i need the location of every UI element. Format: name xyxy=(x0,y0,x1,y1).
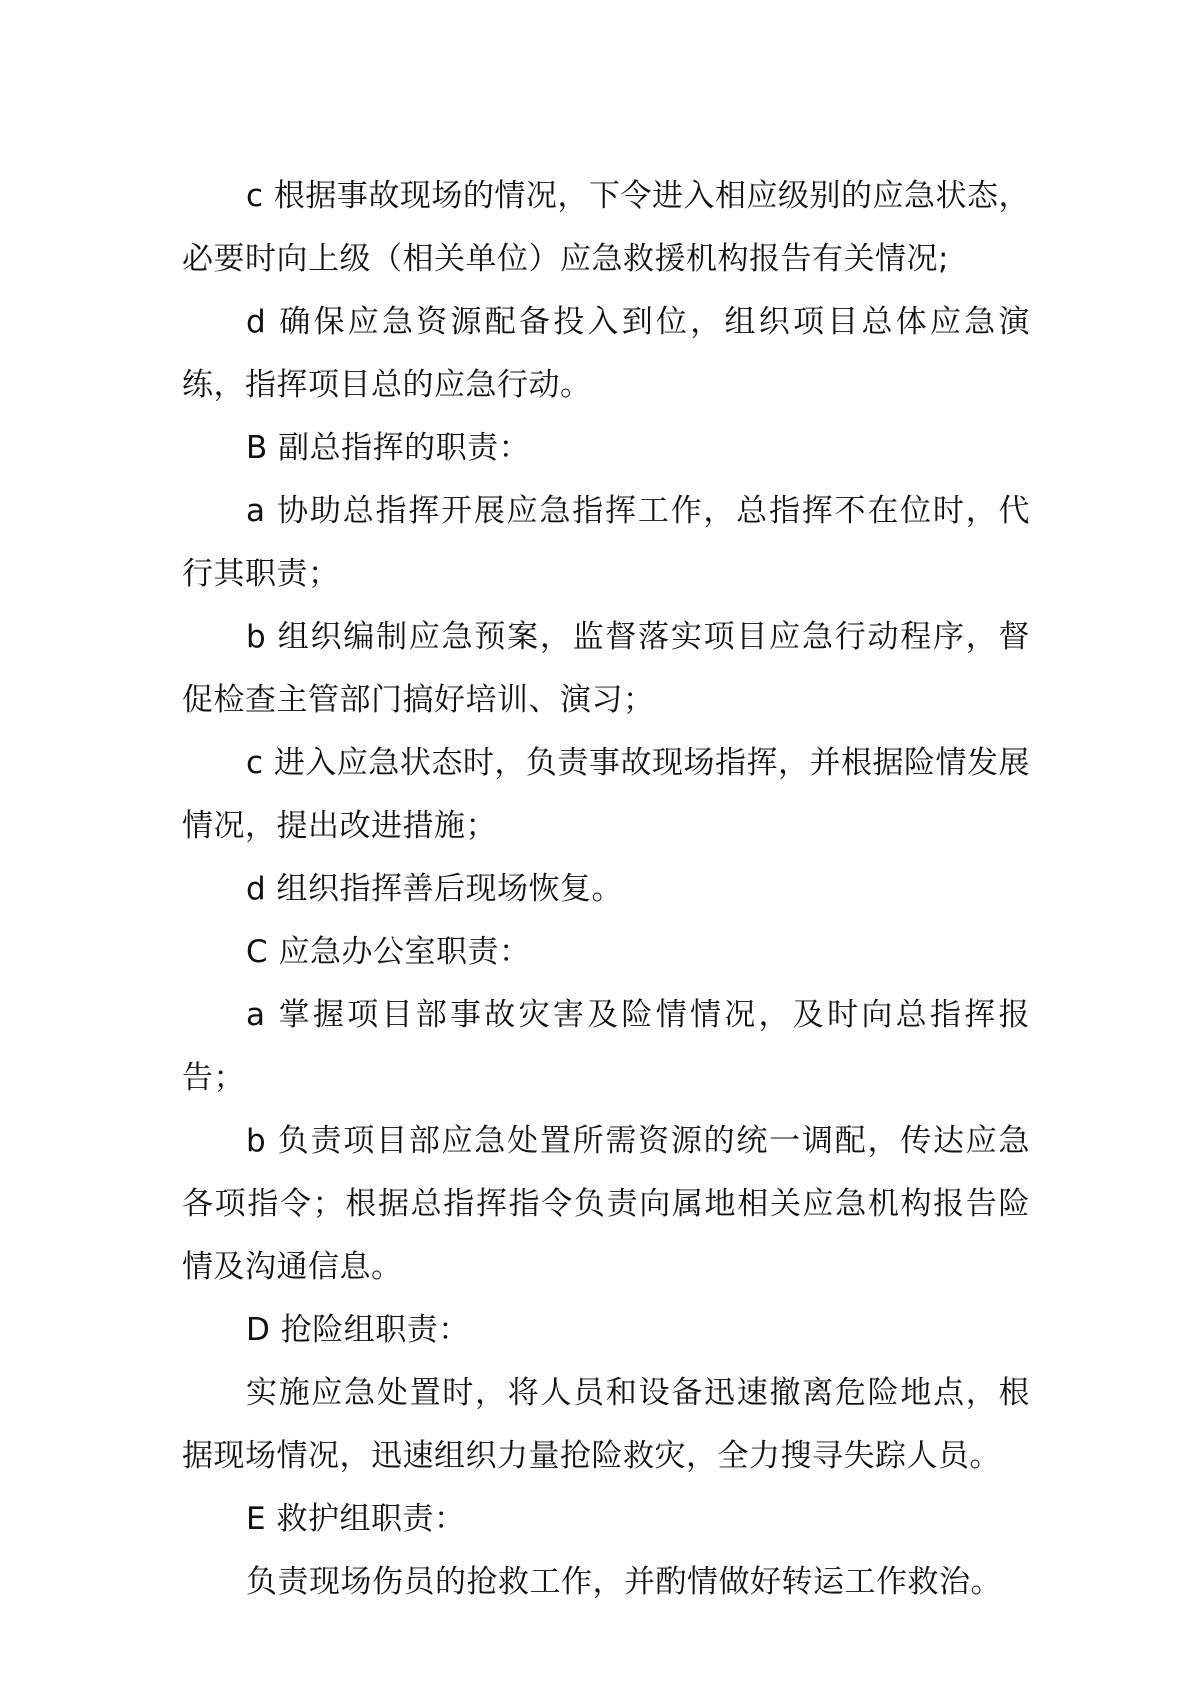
paragraph-medical-team-duty: 负责现场伤员的抢救工作，并酌情做好转运工作救治。 xyxy=(246,1564,1002,1600)
paragraph-commander-duty-d: d 确保应急资源配备投入到位，组织项目总体应急演练，指挥项目总的应急行动。 xyxy=(182,304,1030,403)
paragraph-deputy-duty-c: c 进入应急状态时，负责事故现场指挥，并根据险情发展情况，提出改进措施； xyxy=(182,745,1030,844)
paragraph-office-duty-a: a 掌握项目部事故灾害及险情情况，及时向总指挥报告； xyxy=(182,997,1030,1096)
paragraph-office-duty-b: b 负责项目部应急处置所需资源的统一调配，传达应急各项指令；根据总指挥指令负责向属地相关应急机构报告险情及沟通信息。 xyxy=(182,1123,1030,1285)
paragraph-deputy-duty-b: b 组织编制应急预案，监督落实项目应急行动程序，督促检查主管部门搞好培训、演习； xyxy=(182,619,1030,718)
heading-medical-team-duties: E 救护组职责： xyxy=(246,1501,466,1537)
paragraph-rescue-team-duty: 实施应急处置时，将人员和设备迅速撤离危险地点，根据现场情况，迅速组织力量抢险救灾，全力搜寻失踪人员。 xyxy=(182,1375,1030,1474)
paragraph-deputy-duty-d: d 组织指挥善后现场恢复。 xyxy=(246,871,624,907)
document-body xyxy=(182,165,1030,1614)
heading-emergency-office-duties: C 应急办公室职责： xyxy=(246,934,531,970)
heading-rescue-team-duties: D 抢险组职责： xyxy=(246,1312,470,1348)
paragraph-deputy-duty-a: a 协助总指挥开展应急指挥工作，总指挥不在位时，代行其职责； xyxy=(182,493,1030,592)
heading-deputy-commander-duties: B 副总指挥的职责： xyxy=(246,430,531,466)
paragraph-commander-duty-c: c 根据事故现场的情况，下令进入相应级别的应急状态，必要时向上级（相关单位）应急救援机构报告有关情况; xyxy=(182,178,1030,277)
